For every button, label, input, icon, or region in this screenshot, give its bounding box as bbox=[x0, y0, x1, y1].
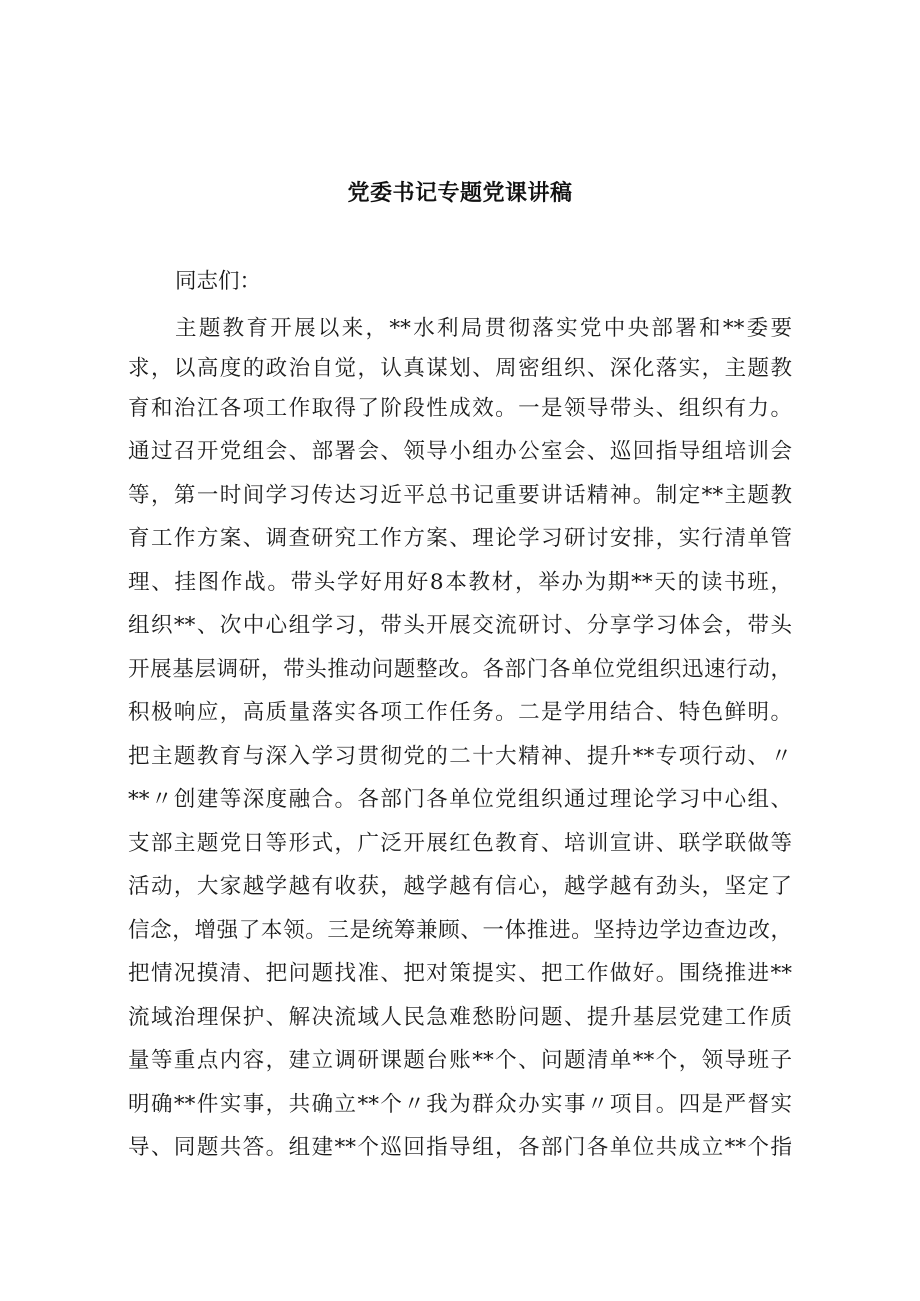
body-line: 流域治理保护、解决流域人民急难愁盼问题、提升基层党建工作质 bbox=[128, 1005, 792, 1030]
body-line: 信念，增强了本领。三是统筹兼顾、一体推进。坚持边学边查边改， bbox=[128, 918, 792, 943]
body-line: 积极响应，高质量落实各项工作任务。二是学用结合、特色鲜明。 bbox=[128, 700, 792, 725]
body-line: 把主题教育与深入学习贯彻党的二十大精神、提升**专项行动、〃 bbox=[128, 744, 792, 769]
body-line: 求，以高度的政治自觉，认真谋划、周密组织、深化落实，主题教 bbox=[128, 356, 792, 381]
body-line: 明确**件实事，共确立**个〃我为群众办实事〃项目。四是严督实 bbox=[128, 1092, 792, 1117]
salutation: 同志们： bbox=[175, 269, 262, 294]
body-line: 主题教育开展以来，**水利局贯彻落实党中央部署和**委要 bbox=[175, 316, 792, 341]
body-line: 通过召开党组会、部署会、领导小组办公室会、巡回指导组培训会 bbox=[128, 439, 792, 464]
body-line: 育工作方案、调查研究工作方案、理论学习研讨安排，实行清单管 bbox=[128, 526, 792, 551]
body-line: 理、挂图作战。带头学好用好8本教材，举办为期**天的读书班， bbox=[128, 570, 792, 595]
document-title: 党委书记专题党课讲稿 bbox=[347, 181, 573, 206]
body-line: 开展基层调研，带头推动问题整改。各部门各单位党组织迅速行动， bbox=[128, 657, 792, 682]
body-line: 活动，大家越学越有收获，越学越有信心，越学越有劲头，坚定了 bbox=[128, 874, 792, 899]
body-line: 组织**、次中心组学习，带头开展交流研讨、分享学习体会，带头 bbox=[128, 613, 792, 638]
body-line: 支部主题党日等形式，广泛开展红色教育、培训宣讲、联学联做等 bbox=[128, 831, 792, 856]
body-line: 导、同题共答。组建**个巡回指导组，各部门各单位共成立**个指 bbox=[128, 1135, 792, 1160]
body-line: 等，第一时间学习传达习近平总书记重要讲话精神。制定**主题教 bbox=[128, 483, 792, 508]
body-line: 把情况摸清、把问题找准、把对策提实、把工作做好。围绕推进** bbox=[128, 961, 792, 986]
body-line: **〃创建等深度融合。各部门各单位党组织通过理论学习中心组、 bbox=[128, 787, 792, 812]
body-line: 量等重点内容，建立调研课题台账**个、问题清单**个，领导班子 bbox=[128, 1048, 792, 1073]
body-line: 育和治江各项工作取得了阶段性成效。一是领导带头、组织有力。 bbox=[128, 396, 792, 421]
